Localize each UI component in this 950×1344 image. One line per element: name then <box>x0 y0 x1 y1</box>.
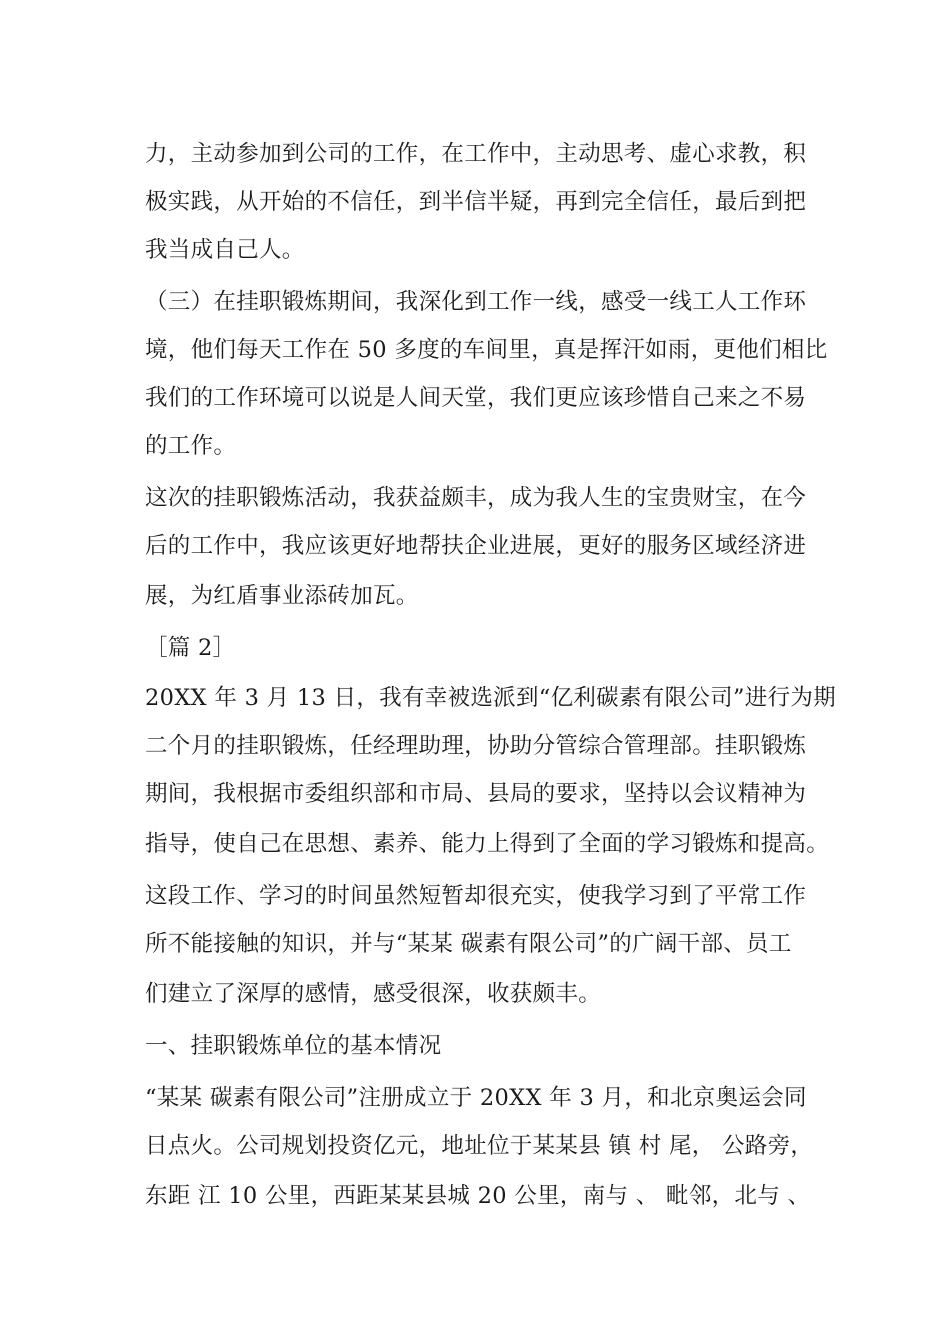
text-line: 力，主动参加到公司的工作，在工作中，主动思考、虚心求教，积 <box>145 141 807 167</box>
text-line: 的工作。 <box>145 433 237 459</box>
text-line: “某某 碳素有限公司”注册成立于 20XX 年 3 月，和北京奥运会同 <box>145 1085 807 1111</box>
text-line: 境，他们每天工作在 50 多度的车间里，真是挥汗如雨，更他们相比 <box>145 337 828 363</box>
text-line: 后的工作中，我应该更好地帮扶企业进展，更好的服务区域经济进 <box>145 533 807 559</box>
text-line: 期间，我根据市委组织部和市局、县局的要求，坚持以会议精神为 <box>145 781 807 807</box>
text-line: 所不能接触的知识，并与“某某 碳素有限公司”的广阔干部、员工 <box>145 931 792 957</box>
text-line: 这段工作、学习的时间虽然短暂却很充实，使我学习到了平常工作 <box>145 883 807 909</box>
text-line: 东距 江 10 公里，西距某某县城 20 公里，南与 、 毗邻，北与 、 <box>145 1183 811 1209</box>
text-line: （三）在挂职锻炼期间，我深化到工作一线，感受一线工人工作环 <box>145 289 807 315</box>
text-line: 我们的工作环境可以说是人间天堂，我们更应该珍惜自己来之不易 <box>145 385 807 411</box>
text-line: 日点火。公司规划投资亿元，地址位于某某县 镇 村 尾， 公路旁， <box>145 1133 814 1159</box>
text-line: 这次的挂职锻炼活动，我获益颇丰，成为我人生的宝贵财宝，在今 <box>145 485 807 511</box>
text-line: 指导，使自己在思想、素养、能力上得到了全面的学习锻炼和提高。 <box>145 831 830 857</box>
text-line: 们建立了深厚的感情，感受很深，收获颇丰。 <box>145 981 602 1007</box>
section-heading: ［篇 2］ <box>145 635 236 661</box>
text-line: 20XX 年 3 月 13 日，我有幸被选派到“亿利碳素有限公司”进行为期 <box>145 685 836 711</box>
text-line: 我当成自己人。 <box>145 237 305 263</box>
text-line: 极实践，从开始的不信任，到半信半疑，再到完全信任，最后到把 <box>145 189 807 215</box>
text-line: 展，为红盾事业添砖加瓦。 <box>145 583 419 609</box>
text-line: 二个月的挂职锻炼，任经理助理，协助分管综合管理部。挂职锻炼 <box>145 733 807 759</box>
section-heading: 一、挂职锻炼单位的基本情况 <box>145 1033 442 1059</box>
